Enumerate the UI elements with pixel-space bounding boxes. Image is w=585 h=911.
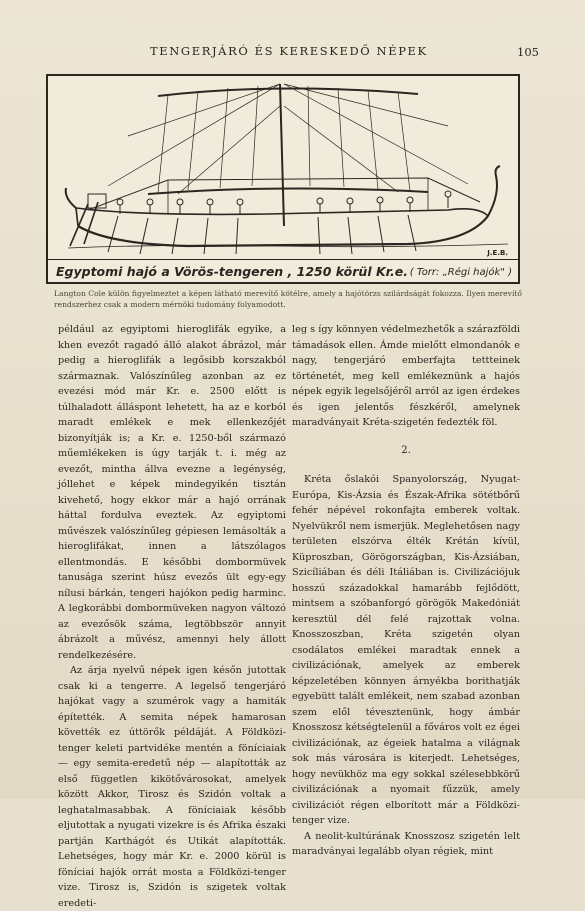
left-paragraph-1: például az egyiptomi hieroglifák egyike, a khen evezőt ragadó álló alakot ábrázol, már pedig a hieroglifák a legősibb korszakból származnak. Valószínűleg azonban az ez evezési mód már Kr. e. 2500 előtt is túlhaladott álláspont lehetett, ha az e korból maradt emlékek e mek ellenkezőjét bizonyítják is; a Kr. e. 1250-ből származó műemlékeken is úgy tarják t. i. még az evezőt, mintha állva evezne a legénység, jóllehet e képek mindegyikén tisztán kivehető, hogy ekkor már a hajó orrának háttal fordulva eveztek. Az egyiptomi művészek valószínűleg gépiesen lemásolták a hieroglifákat, innen a látszólagos ellentmondás. E későbbi dombormüvek tanusága szerint húsz evezős ült egy-egy nílusi bárkán, tengeri hajókon pedig harminc. A legkorábbi dombormüveken nagyon változó az evezősök száma, legtöbbször annyit ábrázolt a művész, amennyi hely állott rendelkezésére.: [58, 324, 286, 661]
ship-illustration: [46, 74, 520, 284]
text-columns: [58, 322, 520, 911]
section-number: 2.: [401, 444, 411, 456]
left-paragraph-2: Az árja nyelvű népek igen későn jutottak csak ki a tengerre. A legelső tengerjáró hajókat vagy a szumérok vagy a hamiták építették. A semita népek hamarosan követték ez úttörők példáját. A Földközi-tenger keleti partvidéke mentén a föníciaiak — egy semita-eredetű nép — alapították az első független kikötővárosokat, amelyek között Akkor, Tirosz és Szidón voltak a leghatalmasabbak. A föníciaiak később eljutottak a nyugati vizekre is és Afrika északi partján Karthágót és Utikát alapították. Lehetséges, hogy már Kr. e. 2000 körül is föníciai hajók orrát mosta a Földközi-tenger vize. Tirosz is, Szidón is szigetek voltak eredeti-: [58, 665, 286, 909]
figure-caption-title: Egyptomi hajó a Vörös-tengeren , 1250 körül Kr.e.: [56, 264, 408, 279]
left-column: [58, 322, 286, 911]
figure-caption-strip: [48, 259, 518, 282]
right-paragraph-3: A neolit-kultúrának Knosszosz szigetén lelt maradványai legalább olyan régiek, mint: [292, 830, 520, 857]
figure-description-note: Langton Cole külön figyelmeztet a képen látható merevítő kötélre, amely a hajótörzs szilárdságát fokozza. Ilyen merevítő rendszerhez csak a modern mérnöki tudomány folyamodott.: [54, 289, 522, 309]
figure-caption-source: ( Torr: „Régi hajók" ): [409, 267, 512, 278]
right-column: [292, 322, 520, 911]
running-head: TENGERJÁRÓ ÉS KERESKEDŐ NÉPEK: [150, 44, 428, 58]
page-number: 105: [517, 45, 539, 59]
artist-signature: J.E.B.: [487, 249, 508, 257]
right-paragraph-1: leg s így könnyen védelmezhetők a szárazföldi támadások ellen. Ámde mielőtt elmondanók e nagy, tengerjáró emberfajta tettteinek történetét, meg kell emlékeznünk a hajós népek egyik legelsőjéről arról az igen érdekes és igen jelentős fészkéről, amelynek maradványait Kréta-szigetén fedezték föl.: [292, 324, 520, 428]
right-paragraph-2: Kréta őslakói Spanyolország, Nyugat-Európa, Kis-Ázsia és Észak-Afrika sötétbőrű fehér népével rokonfajta emberek voltak. Nyelvükről nem ismerjük. Meglehetősen nagy területen elszórva élték Krétán kívül, Küproszban, Görögországban, Kis-Ázsiában, Szicíliában és déli Itáliában is. Civilizációjuk hosszú századokkal hamarább fejlődött, mintsem a szóbanforgó görögök Makedóniát keresztül dél felé rajzottak volna. Knosszoszban, Kréta szigetén olyan csodálatos emlékei maradtak ennek a civilizációnak, amelyek az emberek képzeletében könnyen árnyékba borithatják egyebütt talált emlékeit, nem szabad azonban szem elől tévesztenünk, hogy ámbár Knosszosz kétségtelenül a főváros volt ez égei civilizációnak, az égeiek hatalma a világnak sok más városára is kiterjedt. Lehetséges, hogy nevükhöz ma egy sokkal szélesebbkörű civilizációnak a nyomait fűzzük, amely civilizációt régen elborított már a Földközi-tenger vize.: [292, 474, 520, 826]
egyptian-ship-drawing: [48, 76, 518, 262]
